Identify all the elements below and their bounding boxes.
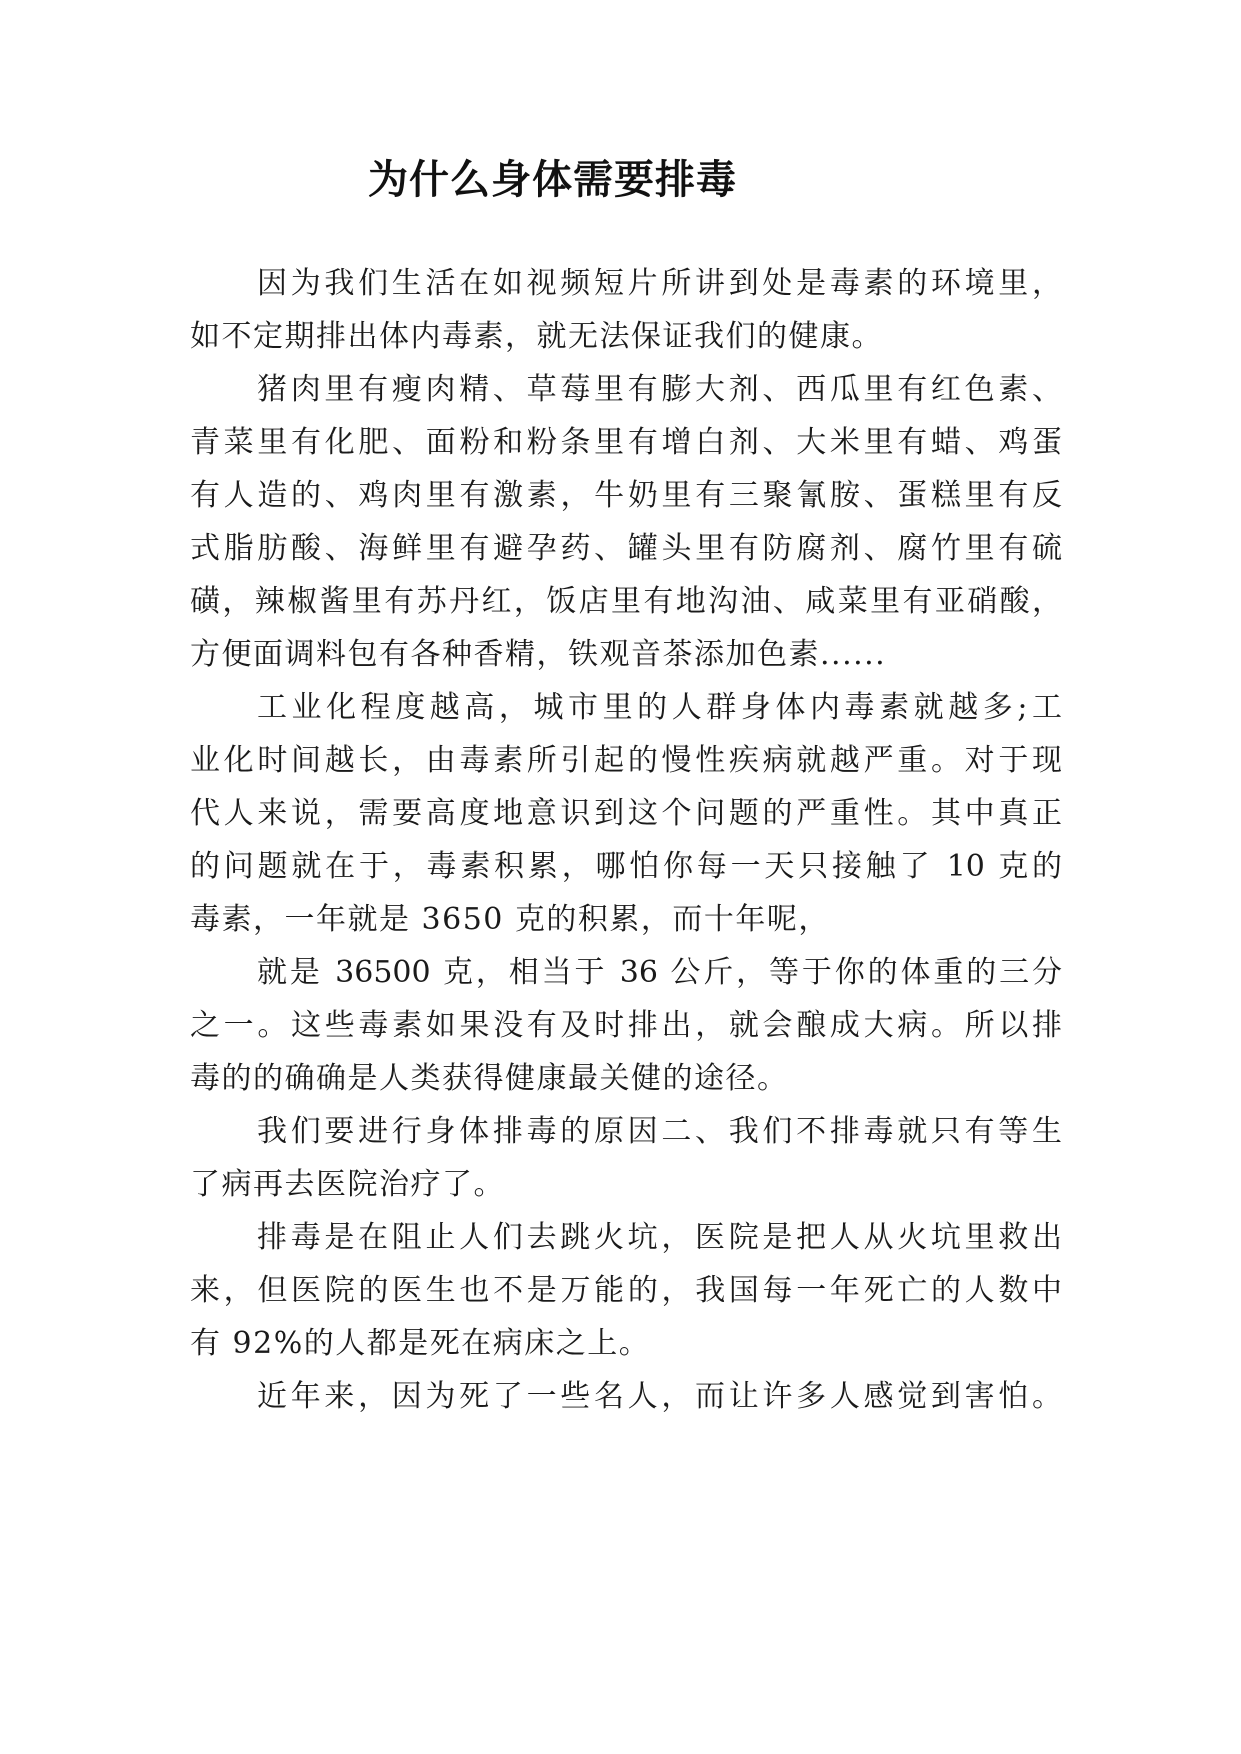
paragraph-line: 青菜里有化肥、面粉和粉条里有增白剂、大米里有蜡、鸡蛋 <box>190 425 1062 460</box>
paragraph-line: 代人来说，需要高度地意识到这个问题的严重性。其中真正 <box>190 796 1062 831</box>
paragraph-line: 近年来，因为死了一些名人，而让许多人感觉到害怕。 <box>257 1379 1062 1414</box>
paragraph-3 <box>190 681 1062 946</box>
paragraph-line: 排毒是在阻止人们去跳火坑，医院是把人从火坑里救出 <box>257 1220 1062 1255</box>
paragraph-line: 毒的的确确是人类获得健康最关健的途径。 <box>190 1061 789 1096</box>
paragraph-line: 来，但医院的医生也不是万能的，我国每一年死亡的人数中 <box>190 1273 1062 1308</box>
paragraph-5 <box>190 1105 1062 1211</box>
paragraph-line: 毒素，一年就是 3650 克的积累，而十年呢， <box>190 902 830 937</box>
paragraph-line: 方便面调料包有各种香精，铁观音茶添加色素...... <box>190 637 887 672</box>
paragraph-7 <box>190 1370 1062 1423</box>
paragraph-line: 因为我们生活在如视频短片所讲到处是毒素的环境里， <box>257 266 1062 301</box>
paragraph-line: 我们要进行身体排毒的原因二、我们不排毒就只有等生 <box>257 1114 1062 1149</box>
paragraph-line: 如不定期排出体内毒素，就无法保证我们的健康。 <box>190 319 883 354</box>
paragraph-line: 的问题就在于，毒素积累，哪怕你每一天只接触了 10 克的 <box>190 849 1062 884</box>
paragraph-6 <box>190 1211 1062 1370</box>
paragraph-1 <box>190 257 1062 363</box>
paragraph-line: 式脂肪酸、海鲜里有避孕药、罐头里有防腐剂、腐竹里有硫 <box>190 531 1062 566</box>
paragraph-line: 业化时间越长，由毒素所引起的慢性疾病就越严重。对于现 <box>190 743 1062 778</box>
paragraph-2 <box>190 363 1062 681</box>
paragraph-line: 了病再去医院治疗了。 <box>190 1167 505 1202</box>
paragraph-line: 磺，辣椒酱里有苏丹红，饭店里有地沟油、咸菜里有亚硝酸， <box>190 584 1062 619</box>
paragraph-line: 之一。这些毒素如果没有及时排出，就会酿成大病。所以排 <box>190 1008 1062 1043</box>
paragraph-line: 有 92%的人都是死在病床之上。 <box>190 1326 651 1361</box>
paragraph-line: 有人造的、鸡肉里有激素，牛奶里有三聚氰胺、蛋糕里有反 <box>190 478 1062 513</box>
document-title: 为什么身体需要排毒 <box>368 157 737 203</box>
paragraph-line: 猪肉里有瘦肉精、草莓里有膨大剂、西瓜里有红色素、 <box>257 372 1062 407</box>
paragraph-line: 就是 36500 克，相当于 36 公斤，等于你的体重的三分 <box>257 955 1062 990</box>
document-body <box>190 257 1062 1423</box>
paragraph-4 <box>190 946 1062 1105</box>
paragraph-line: 工业化程度越高，城市里的人群身体内毒素就越多;工 <box>257 690 1062 725</box>
